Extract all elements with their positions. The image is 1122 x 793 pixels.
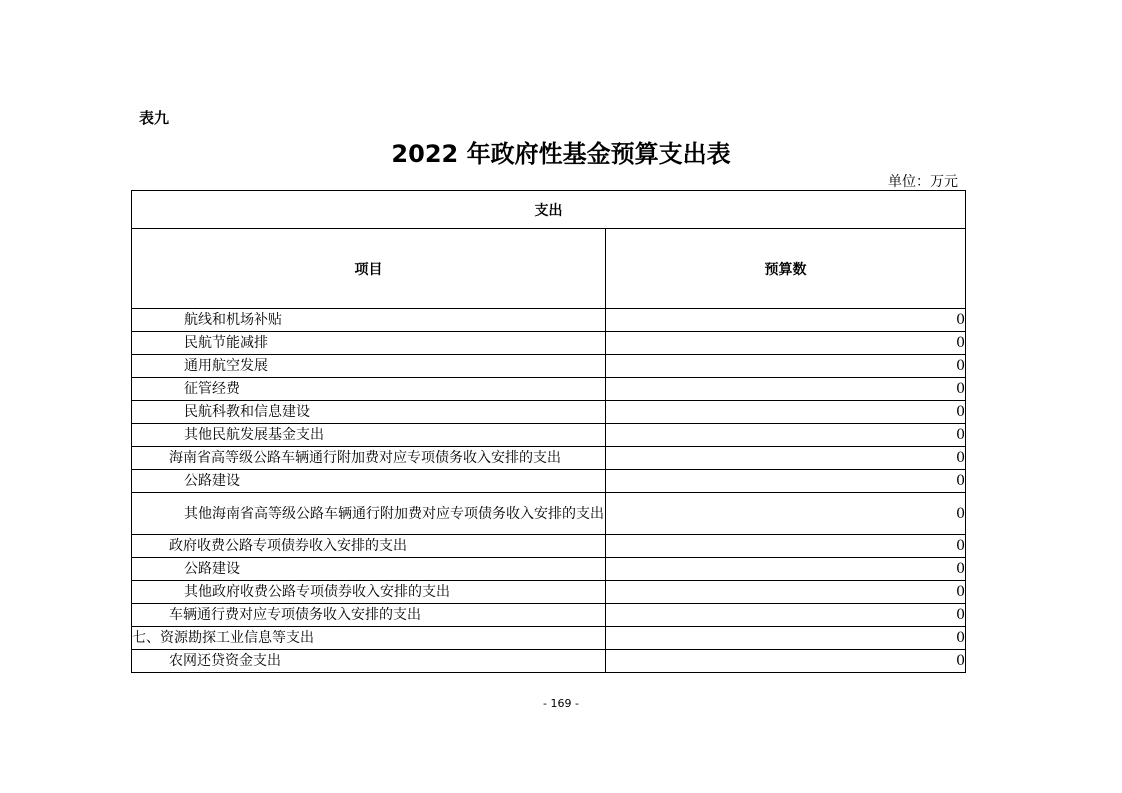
page-title: 2022 年政府性基金预算支出表 bbox=[391, 140, 731, 168]
row-value: 0 bbox=[606, 493, 966, 535]
table-row bbox=[132, 470, 966, 493]
table-label: 表九 bbox=[139, 109, 170, 127]
table-row bbox=[132, 604, 966, 627]
table-row bbox=[132, 447, 966, 470]
row-name: 政府收费公路专项债券收入安排的支出 bbox=[132, 535, 606, 558]
row-value: 0 bbox=[606, 558, 966, 581]
table-row bbox=[132, 309, 966, 332]
row-name: 征管经费 bbox=[132, 378, 606, 401]
table-row bbox=[132, 332, 966, 355]
row-name: 公路建设 bbox=[132, 470, 606, 493]
row-name: 其他民航发展基金支出 bbox=[132, 424, 606, 447]
row-name: 海南省高等级公路车辆通行附加费对应专项债务收入安排的支出 bbox=[132, 447, 606, 470]
table-row bbox=[132, 493, 966, 535]
budget-table bbox=[131, 190, 966, 673]
column-header-budget: 预算数 bbox=[606, 229, 966, 309]
row-value: 0 bbox=[606, 535, 966, 558]
table-row bbox=[132, 558, 966, 581]
row-name: 民航科教和信息建设 bbox=[132, 401, 606, 424]
section-header: 支出 bbox=[132, 191, 966, 229]
table-row bbox=[132, 401, 966, 424]
table-row bbox=[132, 424, 966, 447]
row-value: 0 bbox=[606, 424, 966, 447]
row-value: 0 bbox=[606, 627, 966, 650]
row-name: 民航节能减排 bbox=[132, 332, 606, 355]
row-value: 0 bbox=[606, 604, 966, 627]
row-name: 农网还贷资金支出 bbox=[132, 650, 606, 673]
row-name: 公路建设 bbox=[132, 558, 606, 581]
table-row bbox=[132, 378, 966, 401]
row-value: 0 bbox=[606, 581, 966, 604]
row-name: 航线和机场补贴 bbox=[132, 309, 606, 332]
page-number: - 169 - bbox=[543, 697, 579, 710]
row-value: 0 bbox=[606, 470, 966, 493]
row-name: 其他政府收费公路专项债券收入安排的支出 bbox=[132, 581, 606, 604]
row-value: 0 bbox=[606, 332, 966, 355]
row-value: 0 bbox=[606, 355, 966, 378]
column-header-item: 项目 bbox=[132, 229, 606, 309]
row-name: 通用航空发展 bbox=[132, 355, 606, 378]
row-name: 七、资源勘探工业信息等支出 bbox=[132, 627, 606, 650]
unit-label: 单位：万元 bbox=[888, 174, 958, 190]
row-value: 0 bbox=[606, 401, 966, 424]
table-row bbox=[132, 535, 966, 558]
row-value: 0 bbox=[606, 309, 966, 332]
table-row bbox=[132, 581, 966, 604]
row-name: 其他海南省高等级公路车辆通行附加费对应专项债务收入安排的支出 bbox=[132, 493, 606, 535]
table-row bbox=[132, 627, 966, 650]
table-row bbox=[132, 355, 966, 378]
row-value: 0 bbox=[606, 378, 966, 401]
table-row bbox=[132, 650, 966, 673]
row-value: 0 bbox=[606, 447, 966, 470]
row-name: 车辆通行费对应专项债务收入安排的支出 bbox=[132, 604, 606, 627]
row-value: 0 bbox=[606, 650, 966, 673]
